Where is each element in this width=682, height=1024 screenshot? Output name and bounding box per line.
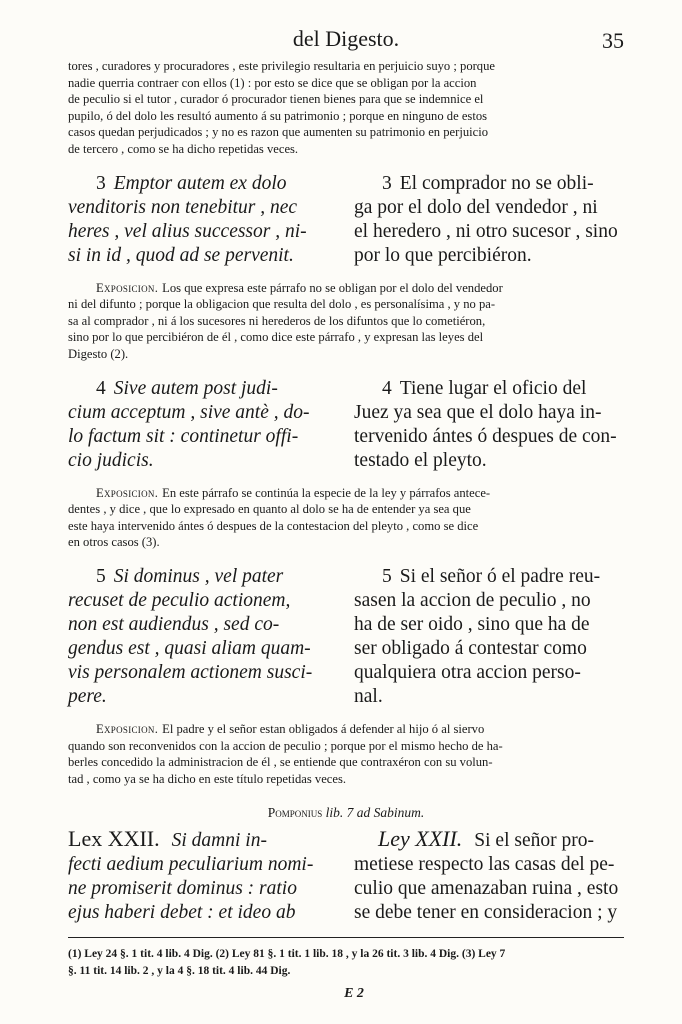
- exposicion-line: El padre y el señor estan obligados á defender al hijo ó al siervo: [162, 721, 485, 736]
- paragraph-number: 3: [96, 172, 106, 194]
- spanish-line: qualquiera otra accion perso-: [354, 661, 581, 683]
- footnotes: [68, 946, 624, 980]
- intro-line: de tercero , como se ha dicho repetidas veces.: [68, 141, 299, 156]
- latin-line: gendus est , quasi aliam quam-: [68, 637, 311, 659]
- latin-line: pere.: [68, 685, 107, 707]
- section-3-columns: [68, 172, 624, 268]
- running-title: del Digesto.: [292, 26, 400, 51]
- exposicion-line: Los que expresa este párrafo no se obligan por el dolo del vendedor: [162, 280, 503, 295]
- intro-line: pupilo, ó del dolo les resultó aumento á su patrimonio ; porque en ninguno de estos: [68, 108, 488, 123]
- exposicion-line: ni del difunto ; porque la obligacion que resulta del dolo , es personalísima , y no pa-: [68, 297, 496, 312]
- source-author: Pomponius: [267, 805, 323, 821]
- ley-label: Ley XXII.: [378, 826, 463, 852]
- page: [68, 22, 624, 1002]
- source-work: lib. 7 ad Sabinum.: [325, 805, 425, 821]
- spanish-column: [354, 377, 624, 473]
- exposicion-line: dentes , y dice , que lo expresado en quanto al dolo se ha de entender ya sea que: [68, 502, 471, 517]
- page-header: [68, 22, 624, 58]
- exposicion-3: [68, 280, 624, 363]
- footnote-line: (1) Ley 24 §. 1 tit. 4 lib. 4 Dig. (2) Ley 81 §. 1 tit. 1 lib. 18 , y la 26 tit. 3 lib. 4 Dig. (3) Ley 7: [68, 948, 506, 961]
- lex-label: Lex XXII.: [68, 826, 160, 852]
- section-4-columns: [68, 377, 624, 473]
- exposicion-line: este haya intervenido ántes ó despues de la contestacion del pleyto , como se dice: [68, 518, 479, 533]
- latin-line: cium acceptum , sive antè , do-: [68, 401, 310, 423]
- exposicion-4: [68, 485, 624, 551]
- exposicion-line: Digesto (2).: [68, 346, 129, 361]
- spanish-line: Tiene lugar el oficio del: [399, 377, 587, 399]
- exposicion-line: quando son reconvenidos con la accion de peculio ; porque por el mismo hecho de ha-: [68, 738, 503, 753]
- spanish-line: El comprador no se obli-: [399, 172, 594, 194]
- latin-line: lo factum sit : continetur offi-: [68, 425, 299, 447]
- latin-line: vis personalem actionem susci-: [68, 661, 313, 683]
- paragraph-number: 5: [96, 565, 106, 587]
- latin-line: Si damni in-: [171, 830, 267, 852]
- spanish-line: sasen la accion de peculio , no: [354, 589, 591, 611]
- page-number: 35: [602, 28, 624, 53]
- section-5-columns: [68, 565, 624, 709]
- latin-line: Sive autem post judi-: [113, 377, 278, 399]
- signature-mark: E 2: [344, 986, 364, 1002]
- latin-line: venditoris non tenebitur , nec: [68, 196, 298, 218]
- exposicion-line: tad , como ya se ha dicho en este título repetidas veces.: [68, 771, 347, 786]
- spanish-column: [354, 172, 624, 268]
- latin-line: recuset de peculio actionem,: [68, 589, 291, 611]
- exposicion-5: [68, 721, 624, 787]
- latin-line: Emptor autem ex dolo: [113, 172, 287, 194]
- paragraph-number: 4: [96, 377, 106, 399]
- source-heading: [68, 805, 624, 821]
- latin-line: fecti aedium peculiarium nomi-: [68, 854, 314, 876]
- intro-line: tores , curadores y procuradores , este privilegio resultaria en perjuicio suyo ; porque: [68, 59, 495, 73]
- latin-line: Si dominus , vel pater: [113, 565, 284, 587]
- spanish-line: ha de ser oido , sino que ha de: [354, 613, 590, 635]
- spanish-line: Si el señor ó el padre reu-: [399, 565, 601, 587]
- latin-column: [68, 377, 338, 473]
- lex-22-columns: [68, 827, 624, 925]
- exposicion-line: sino por lo que percibiéron de él , como dice este párrafo , y expresan las leyes del: [68, 330, 484, 345]
- intro-line: de peculio si el tutor , curador ó procurador tienen bienes para que se indemnice el: [68, 92, 484, 107]
- spanish-line: Si el señor pro-: [474, 830, 594, 852]
- footnote-divider: [68, 937, 624, 938]
- footnote-line: §. 11 tit. 14 lib. 2 , y la 4 §. 18 tit. 4 lib. 44 Dig.: [68, 965, 291, 978]
- spanish-line: ser obligado á contestar como: [354, 637, 587, 659]
- spanish-line: se debe tener en consideracion ; y: [354, 902, 618, 924]
- exposicion-line: berles concedido la administracion de él , se entiende que contraxéron con su volun-: [68, 755, 493, 770]
- spanish-line: testado el pleyto.: [354, 449, 487, 471]
- latin-line: ejus haberi debet : et ideo ab: [68, 902, 296, 924]
- spanish-column: [354, 565, 624, 709]
- spanish-line: nal.: [354, 685, 383, 707]
- latin-column: [68, 565, 338, 709]
- latin-line: non est audiendus , sed co-: [68, 613, 280, 635]
- latin-column: [68, 172, 338, 268]
- latin-line: si in id , quod ad se pervenit.: [68, 244, 294, 266]
- exposicion-line: en otros casos (3).: [68, 535, 160, 550]
- latin-line: cio judicis.: [68, 449, 154, 471]
- spanish-column: [354, 827, 624, 925]
- latin-column: [68, 827, 338, 925]
- intro-line: casos quedan perjudicados ; y no es razon que aumenten su patrimonio en perjuicio: [68, 125, 489, 140]
- exposicion-line: En este párrafo se continúa la especie de la ley y párrafos antece-: [162, 485, 491, 500]
- spanish-line: Juez ya sea que el dolo haya in-: [354, 401, 602, 423]
- paragraph-number: 3: [382, 172, 392, 194]
- exposicion-line: sa al comprador , ni á los sucesores ni herederos de los difuntos que lo cometiéron,: [68, 313, 486, 328]
- latin-line: heres , vel alius successor , ni-: [68, 220, 307, 242]
- latin-line: ne promiserit dominus : ratio: [68, 878, 297, 900]
- exposicion-label: Exposicion.: [96, 721, 159, 736]
- spanish-line: ga por el dolo del vendedor , ni: [354, 196, 598, 218]
- intro-line: nadie querria contraer con ellos (1) : por esto se dice que se obligan por la accion: [68, 75, 477, 90]
- intro-paragraph: [68, 58, 624, 158]
- spanish-line: metiese respecto las casas del pe-: [354, 854, 615, 876]
- spanish-line: tervenido ántes ó despues de con-: [354, 425, 617, 447]
- paragraph-number: 4: [382, 377, 392, 399]
- paragraph-number: 5: [382, 565, 392, 587]
- spanish-line: el heredero , ni otro sucesor , sino: [354, 220, 618, 242]
- spanish-line: culio que amenazaban ruina , esto: [354, 878, 619, 900]
- exposicion-label: Exposicion.: [96, 280, 159, 295]
- exposicion-label: Exposicion.: [96, 485, 159, 500]
- spanish-line: por lo que percibiéron.: [354, 244, 532, 266]
